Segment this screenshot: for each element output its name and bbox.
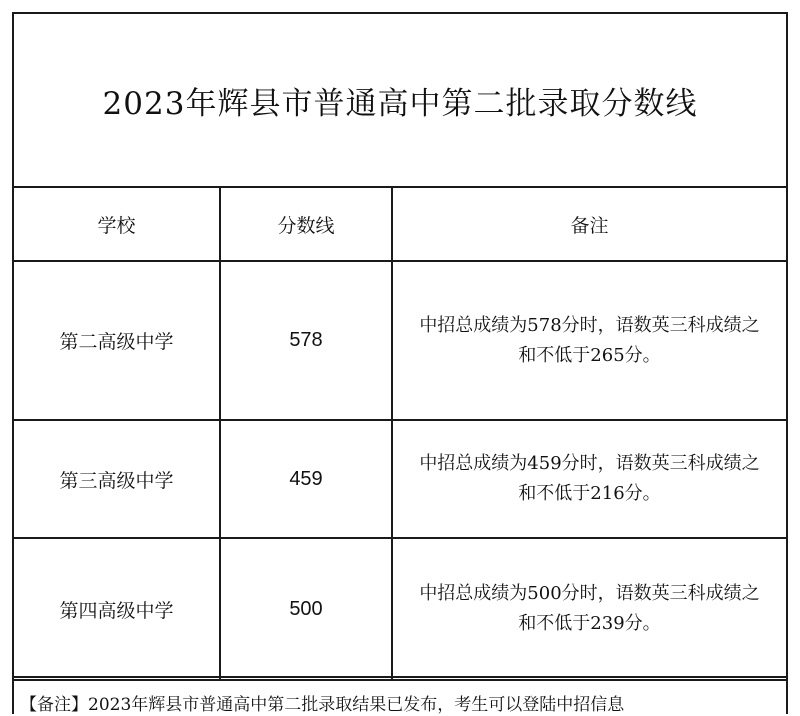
school-name: 第三高级中学 [14, 420, 220, 538]
table-header-row [14, 188, 786, 261]
footer-note: 【备注】2023年辉县市普通高中第二批录取结果已发布，考生可以登陆中招信息 [14, 676, 786, 716]
score-value: 459 [220, 420, 392, 538]
header-note: 备注 [392, 188, 786, 261]
score-value: 500 [220, 538, 392, 680]
school-name: 第二高级中学 [14, 261, 220, 420]
page-title: 2023年辉县市普通高中第二批录取分数线 [102, 85, 698, 122]
note-cell [392, 538, 786, 680]
note-line: 中招总成绩为500分时，语数英三科成绩之 [419, 583, 760, 604]
note-cell [392, 420, 786, 538]
header-school: 学校 [14, 188, 220, 261]
note-cell [392, 261, 786, 420]
table-row [14, 261, 786, 420]
title-row [14, 14, 786, 188]
score-value: 578 [220, 261, 392, 420]
school-name: 第四高级中学 [14, 538, 220, 680]
note-line: 和不低于239分。 [518, 613, 661, 634]
note-line: 和不低于265分。 [518, 344, 661, 366]
note-line: 中招总成绩为459分时，语数英三科成绩之 [419, 453, 760, 474]
note-line: 中招总成绩为578分时，语数英三科成绩之 [419, 314, 760, 336]
document-frame [12, 12, 788, 714]
table-row [14, 420, 786, 538]
note-line: 和不低于216分。 [518, 483, 661, 504]
table-row [14, 538, 786, 680]
header-score: 分数线 [220, 188, 392, 261]
score-table [14, 188, 786, 681]
